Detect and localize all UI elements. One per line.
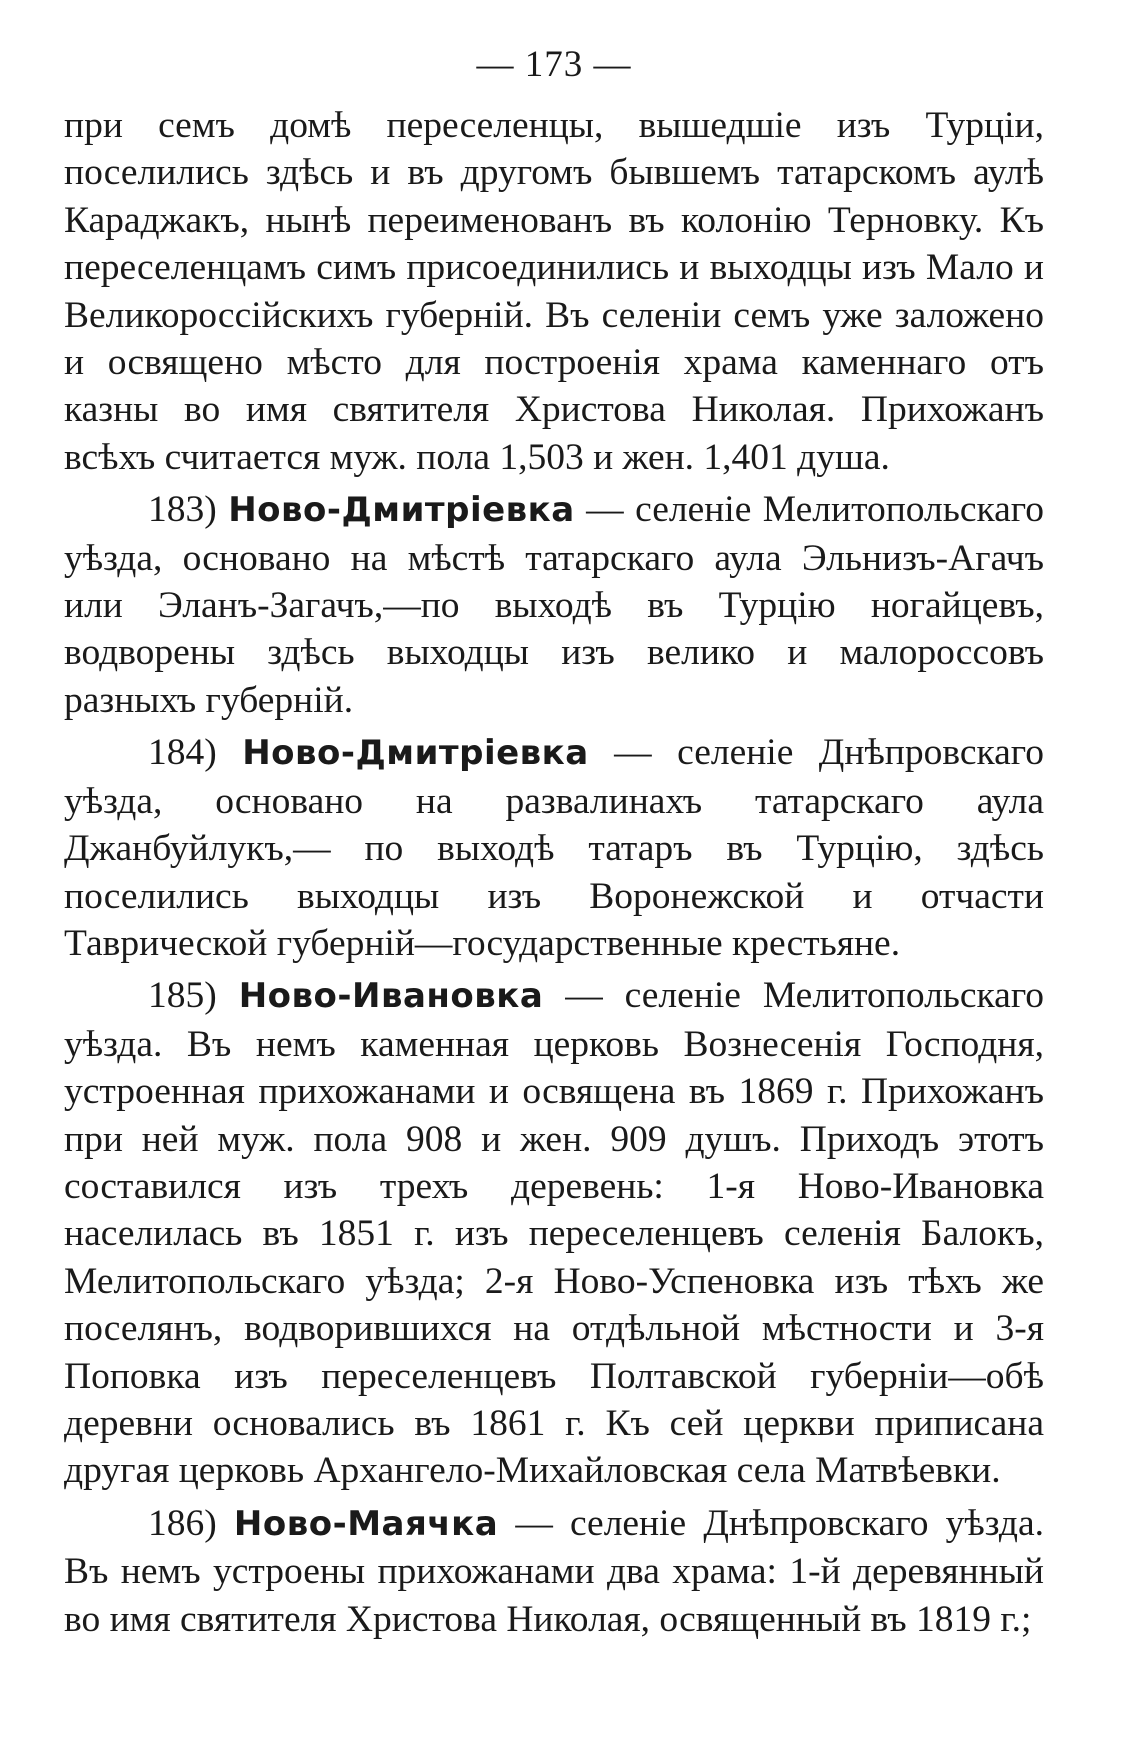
entry-text: селеніе Днѣпровскаго уѣзда. Въ немъ устроены прихожанами два храма: 1-й деревянный во имя святителя Христова Николая, освященный въ 1819 г.; — [64, 1502, 1045, 1640]
entry-paragraph-183 — [64, 486, 1044, 724]
entry-name: Ново-Дмитріевка — [228, 490, 575, 531]
entry-dash: — — [515, 1502, 553, 1544]
entry-paragraph-185 — [64, 972, 1044, 1494]
entry-name: Ново-Дмитріевка — [242, 733, 589, 774]
entry-dash: — — [565, 975, 603, 1017]
entry-text: селеніе Мелитопольскаго уѣзда. Въ немъ каменная церковь Вознесенія Господня, устроенная прихожанами и освящена въ 1869 г. Прихожанъ при ней муж. пола 908 и жен. 909 душъ. Приходъ этотъ составился изъ трехъ деревень: 1-я Ново-Ивановка населилась въ 1851 г. изъ переселенцевъ селенія Балокъ, Мелитопольскаго уѣзда; 2-я Ново-Успеновка изъ тѣхъ же поселянъ, водворившихся на отдѣльной мѣстности и 3-я Поповка изъ переселенцевъ Полтавской губерніи—обѣ деревни основались въ 1861 г. Къ сей церкви приписана другая церковь Архангело-Михайловская села Матвѣевки. — [64, 975, 1045, 1492]
entry-number: 183) — [148, 489, 217, 531]
entry-dash: — — [586, 489, 624, 531]
entry-number: 185) — [148, 975, 217, 1017]
entry-name: Ново-Маячка — [233, 1503, 499, 1544]
entry-number: 184) — [148, 732, 217, 774]
entry-dash: — — [614, 732, 652, 774]
book-page — [64, 40, 1044, 1648]
entry-name: Ново-Ивановка — [238, 976, 544, 1017]
entry-text: селеніе Мелитопольскаго уѣзда, основано на мѣстѣ татарскаго аула Эльнизъ-Агачъ или Эланъ-Загачъ,—по выходѣ въ Турцію ногайцевъ, водворены здѣсь выходцы изъ велико и малороссовъ разныхъ губерній. — [64, 489, 1044, 721]
entry-paragraph-186 — [64, 1500, 1044, 1643]
page-number: — 173 — — [476, 44, 632, 85]
entry-paragraph-184 — [64, 729, 1044, 967]
entry-number: 186) — [148, 1502, 217, 1544]
paragraph-opening: при семъ домѣ переселенцы, вышедшіе изъ Турціи, поселились здѣсь и въ другомъ бывшемъ татарскомъ аулѣ Караджакъ, нынѣ переименованъ въ колонію Терновку. Къ переселенцамъ симъ присоединились и выходцы изъ Мало и Великороссійскихъ губерній. Въ селеніи семъ уже заложено и освящено мѣсто для построенія храма каменнаго отъ казны во имя святителя Христова Николая. Прихожанъ всѣхъ считается муж. пола 1,503 и жен. 1,401 душа. — [64, 105, 1044, 478]
entry-text: селеніе Днѣпровскаго уѣзда, основано на развалинахъ татарскаго аула Джанбуйлукъ,— по выходѣ татаръ въ Турцію, здѣсь поселились выходцы изъ Воронежской и отчасти Таврической губерній—государственные крестьяне. — [64, 732, 1044, 964]
